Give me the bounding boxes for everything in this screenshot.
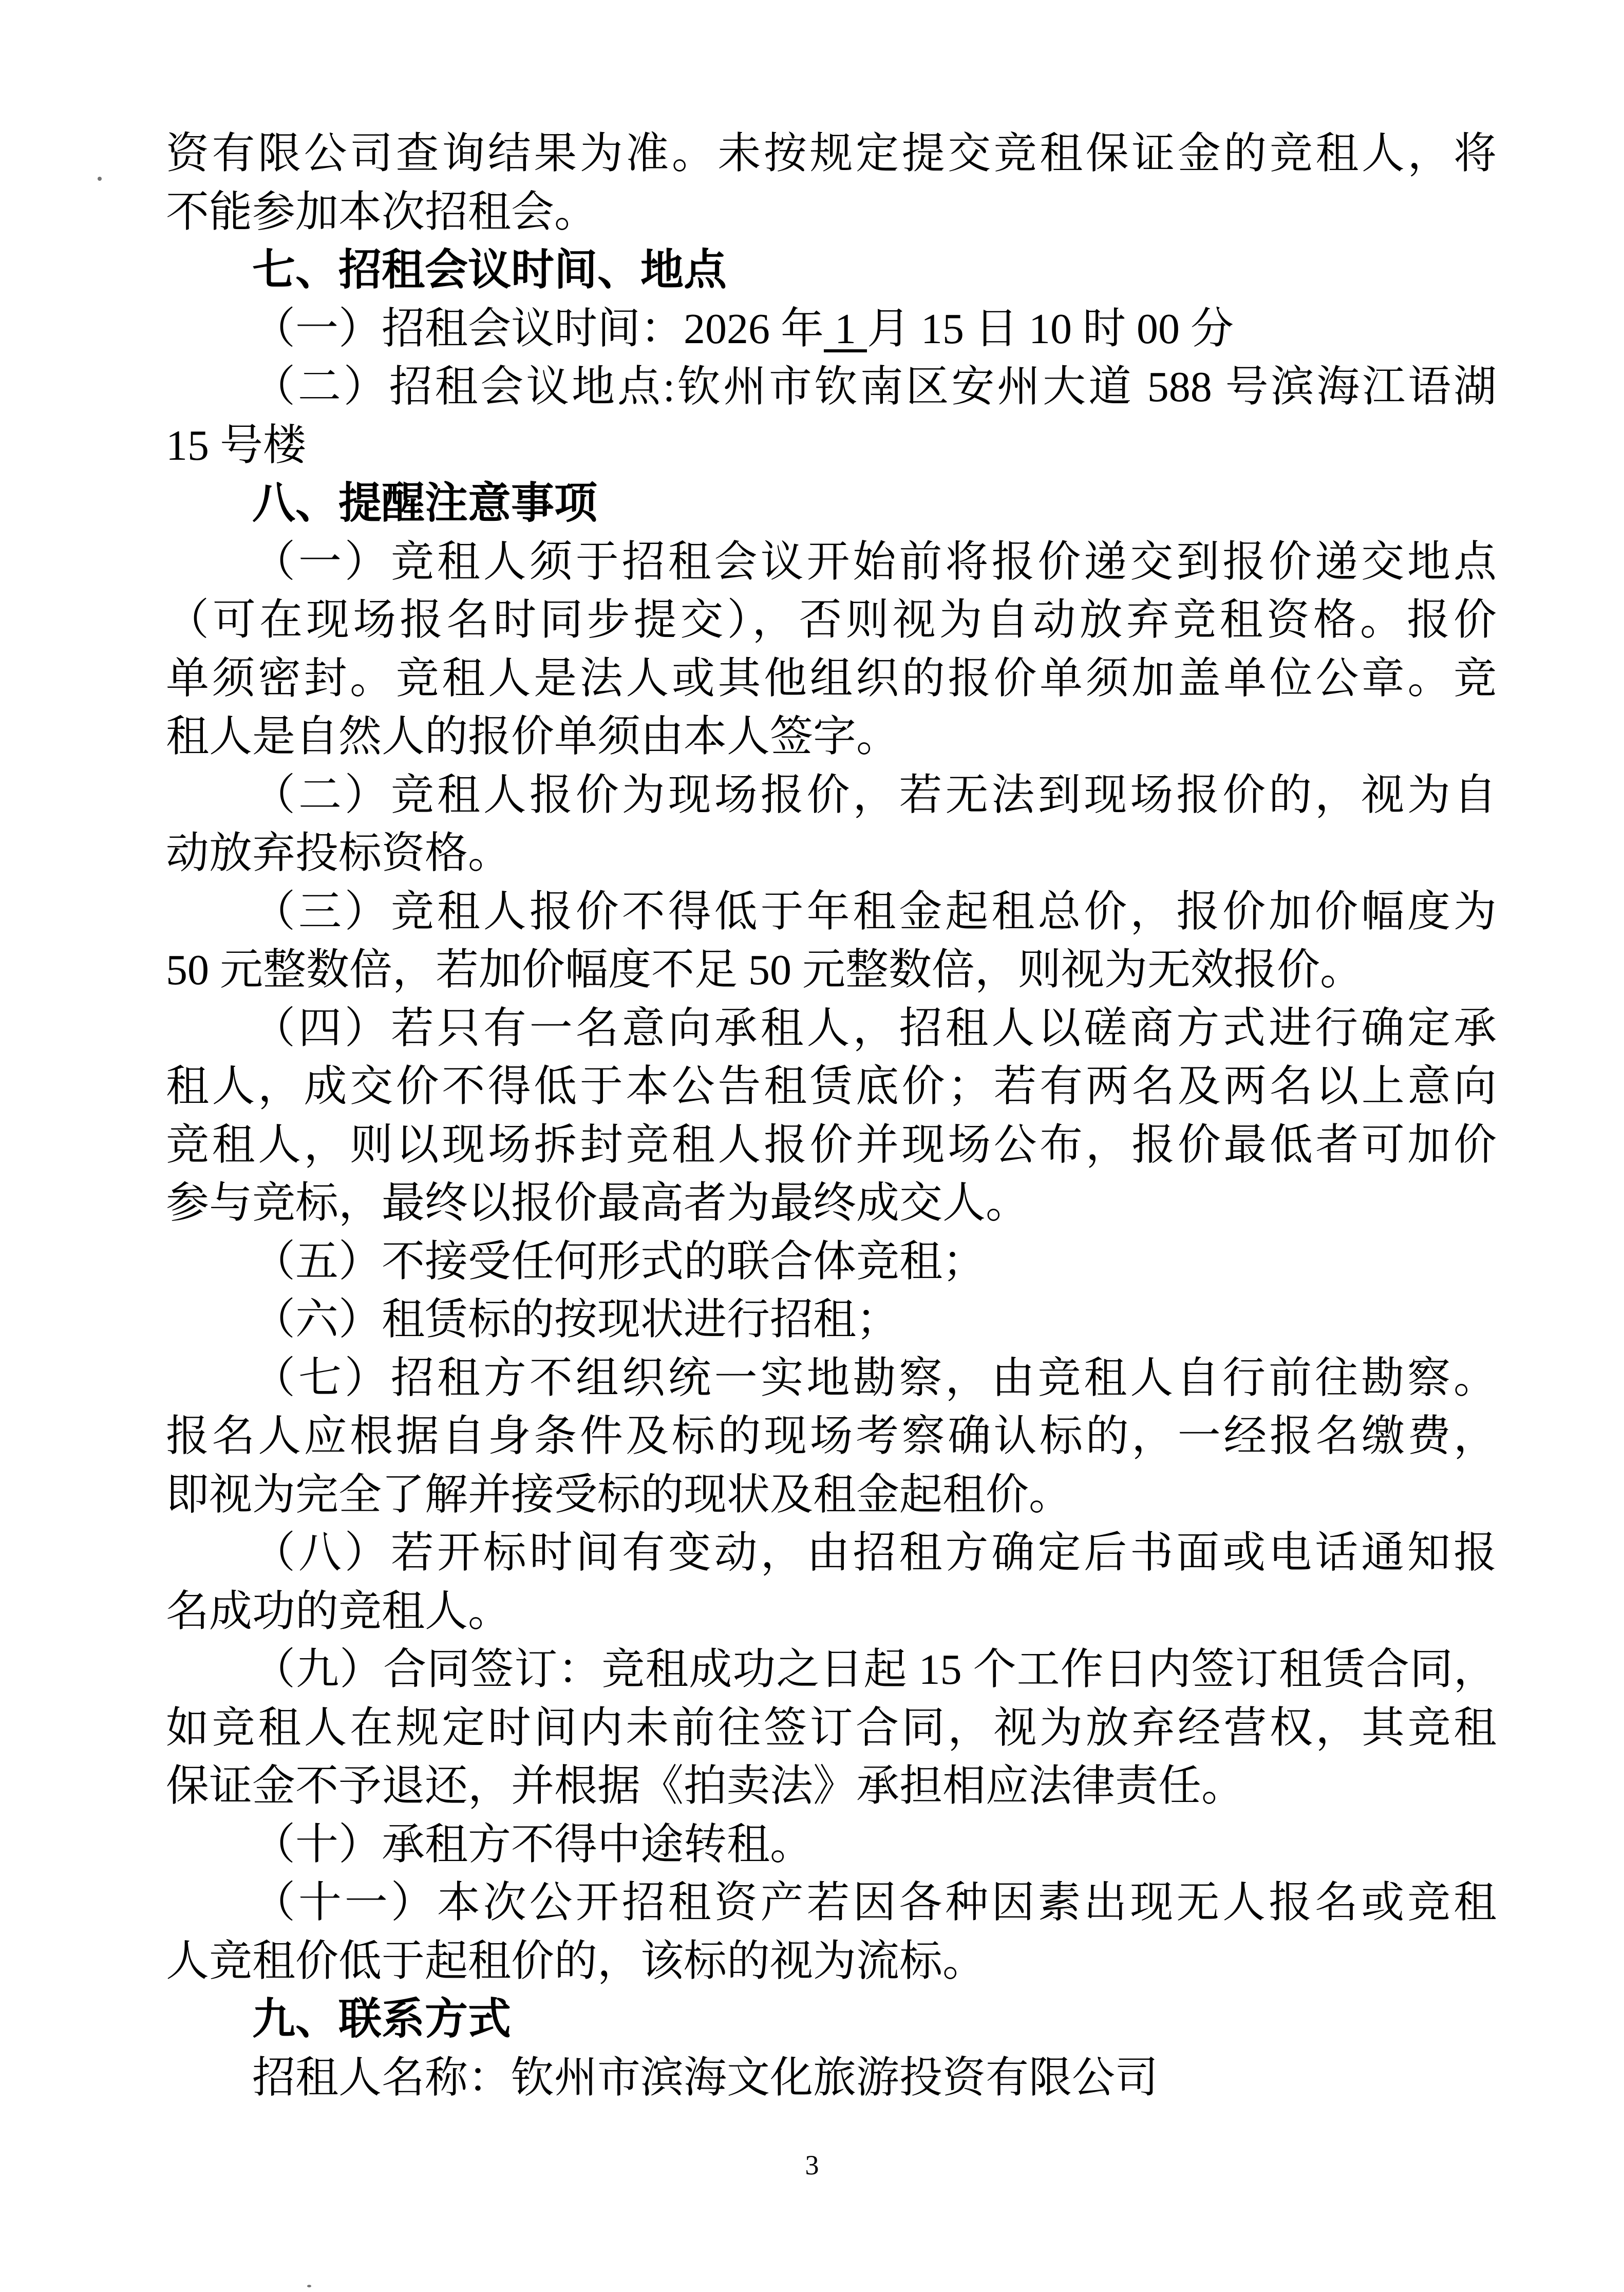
text-line [166,417,1497,475]
text-segment: （二）招租会议地点:钦州市钦南区安州大道 588 号滨海江语湖 [252,363,1497,411]
text-segment: 不能参加本次招租会。 [166,188,598,236]
text-segment: （一）招租会议时间：2026 年 [252,305,824,353]
text-line [166,1291,1497,1349]
text-line [166,883,1497,942]
text-segment: （可在现场报名时同步提交），否则视为自动放弃竞租资格。报价 [166,596,1497,644]
text-segment: 名成功的竞租人。 [166,1587,512,1636]
text-line [166,1000,1497,1058]
text-line [166,1757,1497,1816]
text-segment: 租人是自然人的报价单须由本人签字。 [166,713,900,761]
text-line [166,1174,1497,1233]
text-segment: 保证金不予退还，并根据《拍卖法》承担相应法律责任。 [166,1762,1245,1810]
text-segment: 九、联系方式 [252,1996,512,2043]
text-line [166,1058,1497,1116]
section-heading [166,241,1497,300]
text-line [166,1466,1497,1525]
text-line [166,1816,1497,1874]
text-segment: 竞租人，则以现场拆封竞租人报价并现场公布，报价最低者可加价 [166,1121,1497,1169]
text-segment: 租人，成交价不得低于本公告租赁底价；若有两名及两名以上意向 [166,1063,1497,1111]
text-segment: 15 号楼 [166,421,307,469]
text-segment: （四）若只有一名意向承租人，招租人以磋商方式进行确定承 [252,1004,1497,1053]
text-line [166,1407,1497,1466]
text-segment: 招租人名称：钦州市滨海文化旅游投资有限公司 [252,2054,1159,2102]
text-line [166,2049,1497,2108]
document-body [166,125,1497,2107]
text-segment: （七）招租方不组织统一实地勘察，由竞租人自行前往勘察。 [252,1354,1497,1402]
text-segment: 如竞租人在规定时间内未前往签订合同，视为放弃经营权，其竞租 [166,1704,1497,1752]
text-segment: 即视为完全了解并接受标的现状及租金起租价。 [166,1471,1072,1519]
text-line [166,650,1497,708]
text-line [166,1874,1497,1932]
text-line [166,1932,1497,1991]
text-segment: （九）合同签订：竞租成功之日起 15 个工作日内签订租赁合同， [252,1646,1497,1694]
text-line [166,824,1497,883]
text-segment: （十一）本次公开招租资产若因各种因素出现无人报名或竞租 [252,1879,1497,1927]
text-segment: （五）不接受任何形式的联合体竞租； [252,1237,986,1286]
text-line [166,125,1497,183]
text-segment: 资有限公司查询结果为准。未按规定提交竞租保证金的竞租人，将 [166,130,1497,178]
text-line [166,533,1497,592]
text-line [166,1233,1497,1291]
text-line [166,1583,1497,1641]
text-line [166,183,1497,242]
text-line [166,358,1497,417]
text-line [166,941,1497,1000]
text-segment: （十）承租方不得中途转租。 [252,1820,814,1869]
scan-speck [307,2285,311,2287]
text-line [166,1524,1497,1583]
text-segment: （八）若开标时间有变动，由招租方确定后书面或电话通知报 [252,1529,1497,1577]
text-segment: （二）竞租人报价为现场报价，若无法到现场报价的，视为自 [252,771,1497,819]
underlined-text: 1 [824,305,867,353]
text-line [166,1116,1497,1175]
text-segment: 报名人应根据自身条件及标的现场考察确认标的，一经报名缴费， [166,1413,1497,1460]
text-segment: （六）租赁标的按现状进行招租； [252,1296,900,1344]
text-segment: 月 15 日 10 时 00 分 [867,305,1234,353]
text-line [166,300,1497,359]
scan-speck [98,177,102,181]
text-segment: 单须密封。竞租人是法人或其他组织的报价单须加盖单位公章。竞 [166,654,1497,703]
text-line [166,1641,1497,1699]
text-line [166,1699,1497,1758]
text-segment: 50 元整数倍，若加价幅度不足 50 元整数倍，则视为无效报价。 [166,946,1364,994]
text-segment: 人竞租价低于起租价的，该标的视为流标。 [166,1937,986,1985]
text-line [166,1349,1497,1408]
text-line [166,708,1497,766]
section-heading [166,475,1497,533]
text-segment: 动放弃投标资格。 [166,830,512,877]
text-line [166,591,1497,650]
text-segment: （三）竞租人报价不得低于年租金起租总价，报价加价幅度为 [252,888,1497,936]
section-heading [166,1990,1497,2049]
page-number: 3 [805,2150,819,2181]
text-line [166,766,1497,825]
text-segment: 七、招租会议时间、地点 [252,247,727,294]
text-segment: 参与竞标，最终以报价最高者为最终成交人。 [166,1179,1029,1227]
text-segment: （一）竞租人须于招租会议开始前将报价递交到报价递交地点 [252,538,1497,586]
text-segment: 八、提醒注意事项 [252,480,598,528]
